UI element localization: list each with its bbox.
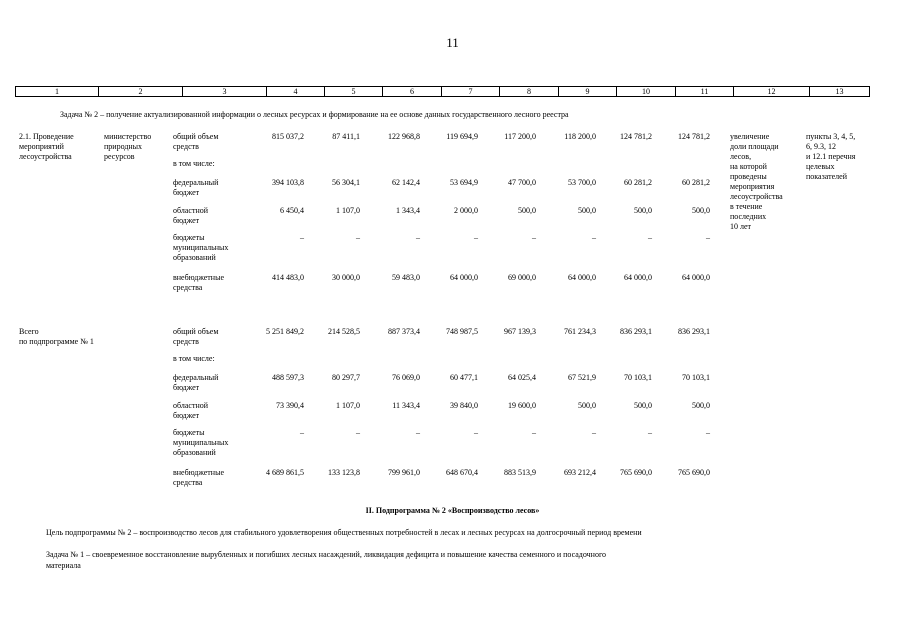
block2-cell: 761 234,3: [564, 327, 596, 336]
block1-cell: 2 000,0: [454, 206, 478, 215]
block1-cell: 64 000,0: [624, 273, 652, 282]
column-number-row: [15, 86, 870, 97]
block2-cell: –: [532, 428, 536, 437]
block1-cell: 414 483,0: [272, 273, 304, 282]
column-number-12: 12: [734, 87, 810, 97]
block2-cell: 500,0: [634, 401, 652, 410]
block2-row-label-line: бюджеты: [173, 428, 205, 437]
executor-name-line: природных: [104, 142, 143, 151]
block2-cell: 1 107,0: [336, 401, 360, 410]
total-title-line: по подпрограмме № 1: [19, 337, 94, 346]
subprogram-2-task1-line1: Задача № 1 – своевременное восстановление вырубленных и погибших лесных насаждений, ликвидация дефицита и повышение качества семенного и посадочного: [46, 550, 607, 559]
block2-cell: 73 390,4: [276, 401, 304, 410]
activity-name-line: мероприятий: [19, 142, 64, 151]
block1-cell: 118 200,0: [564, 132, 596, 141]
indicator-line: последних: [730, 212, 767, 221]
column-number-1: 1: [16, 87, 99, 97]
target-points-line: целевых: [806, 162, 835, 171]
block2-cell: 500,0: [692, 401, 710, 410]
indicator-line: лесоустройства: [730, 192, 783, 201]
block1-cell: –: [416, 233, 420, 242]
block2-cell: 133 123,8: [328, 468, 360, 477]
block2-cell: –: [356, 428, 360, 437]
block2-cell: 967 139,3: [504, 327, 536, 336]
indicator-line: 10 лет: [730, 222, 752, 231]
block2-cell: 765 690,0: [620, 468, 652, 477]
block2-row-label-line: федеральный: [173, 373, 219, 382]
block2-cell: 60 477,1: [450, 373, 478, 382]
block2-row-label-line: общий объем: [173, 327, 219, 336]
block1-cell: 6 450,4: [280, 206, 304, 215]
block2-row-label-line: образований: [173, 448, 216, 457]
block1-cell: 47 700,0: [508, 178, 536, 187]
column-number-13: 13: [810, 87, 870, 97]
target-points-line: пункты 3, 4, 5,: [806, 132, 856, 141]
block2-cell: 76 069,0: [392, 373, 420, 382]
indicator-line: доли площади: [730, 142, 779, 151]
block1-row-label-line: внебюджетные: [173, 273, 224, 282]
block1-cell: –: [648, 233, 652, 242]
block2-cell: 70 103,1: [624, 373, 652, 382]
block1-cell: 64 000,0: [682, 273, 710, 282]
block1-cell: 815 037,2: [272, 132, 304, 141]
total-title-line: Всего: [19, 327, 39, 336]
block2-cell: 67 521,9: [568, 373, 596, 382]
block1-cell: 500,0: [518, 206, 536, 215]
block1-row-label-line: областной: [173, 206, 209, 215]
block2-cell: 887 373,4: [388, 327, 420, 336]
block2-row-label-line: внебюджетные: [173, 468, 224, 477]
block2-row-label-line: областной: [173, 401, 209, 410]
block1-cell: 500,0: [634, 206, 652, 215]
column-number-3: 3: [183, 87, 267, 97]
block2-cell: 799 961,0: [388, 468, 420, 477]
column-number-4: 4: [267, 87, 325, 97]
block2-cell: –: [416, 428, 420, 437]
block1-cell: 119 694,9: [446, 132, 478, 141]
block1-cell: 500,0: [578, 206, 596, 215]
block2-row-label-line: бюджет: [173, 383, 200, 392]
target-points-line: 6, 9.3, 12: [806, 142, 836, 151]
block1-cell: 30 000,0: [332, 273, 360, 282]
block1-cell: 53 700,0: [568, 178, 596, 187]
block2-cell: 765 690,0: [678, 468, 710, 477]
task2-title: Задача № 2 – получение актуализированной информации о лесных ресурсах и формирование на ее основе данных государственного лесного реестра: [60, 110, 569, 119]
column-number-7: 7: [442, 87, 500, 97]
indicator-line: на которой: [730, 162, 767, 171]
block2-row-label-line: муниципальных: [173, 438, 229, 447]
block2-row-label-line: бюджет: [173, 411, 200, 420]
block2-cell: 648 670,4: [446, 468, 478, 477]
target-points-line: и 12.1 перечня: [806, 152, 856, 161]
block2-cell: –: [300, 428, 304, 437]
activity-name-line: лесоустройства: [19, 152, 72, 161]
column-number-8: 8: [500, 87, 559, 97]
subprogram-2-goal: Цель подпрограммы № 2 – воспроизводство лесов для стабильного удовлетворения общественных потребностей в лесах и лесных ресурсах на долгосрочный период времени: [46, 528, 642, 537]
block1-row-label-line: бюджеты: [173, 233, 205, 242]
block1-row-label-line: бюджет: [173, 216, 200, 225]
column-number-10: 10: [617, 87, 676, 97]
block2-cell: 748 987,5: [446, 327, 478, 336]
block2-cell: 836 293,1: [620, 327, 652, 336]
block1-cell: 59 483,0: [392, 273, 420, 282]
block2-cell: –: [474, 428, 478, 437]
block2-cell: 4 689 861,5: [266, 468, 304, 477]
page-number: 11: [446, 35, 459, 50]
block1-cell: –: [592, 233, 596, 242]
executor-name-line: ресурсов: [104, 152, 135, 161]
block2-cell: 19 600,0: [508, 401, 536, 410]
block1-cell: 64 000,0: [568, 273, 596, 282]
block2-row-label-line: средств: [173, 337, 199, 346]
block1-cell: 56 304,1: [332, 178, 360, 187]
column-number-5: 5: [325, 87, 383, 97]
block2-row-label-line: в том числе:: [173, 354, 215, 363]
block1-row-label-line: общий объем: [173, 132, 219, 141]
block1-cell: 60 281,2: [624, 178, 652, 187]
block1-cell: –: [356, 233, 360, 242]
block1-cell: 64 000,0: [450, 273, 478, 282]
block2-cell: 39 840,0: [450, 401, 478, 410]
subprogram-2-title: II. Подпрограмма № 2 «Воспроизводство лесов»: [365, 506, 540, 515]
block1-cell: 394 103,8: [272, 178, 304, 187]
block1-cell: 87 411,1: [332, 132, 360, 141]
block1-cell: 69 000,0: [508, 273, 536, 282]
block1-cell: 1 343,4: [396, 206, 420, 215]
indicator-line: мероприятия: [730, 182, 775, 191]
block2-cell: 488 597,3: [272, 373, 304, 382]
block2-cell: 64 025,4: [508, 373, 536, 382]
block1-row-label-line: средства: [173, 283, 203, 292]
block2-cell: 500,0: [578, 401, 596, 410]
executor-name-line: министерство: [104, 132, 152, 141]
column-number-9: 9: [559, 87, 617, 97]
block1-cell: –: [300, 233, 304, 242]
indicator-line: увеличение: [730, 132, 770, 141]
block1-cell: 500,0: [692, 206, 710, 215]
block1-row-label-line: в том числе:: [173, 159, 215, 168]
block1-row-label-line: муниципальных: [173, 243, 229, 252]
block2-cell: 70 103,1: [682, 373, 710, 382]
block2-cell: 214 528,5: [328, 327, 360, 336]
block1-row-label-line: средств: [173, 142, 199, 151]
indicator-line: в течение: [730, 202, 763, 211]
subprogram-2-task1-line2: материала: [46, 561, 81, 570]
block1-cell: –: [474, 233, 478, 242]
block2-cell: –: [592, 428, 596, 437]
block2-cell: 883 513,9: [504, 468, 536, 477]
block2-cell: 11 343,4: [392, 401, 420, 410]
block1-cell: 62 142,4: [392, 178, 420, 187]
block2-cell: 5 251 849,2: [266, 327, 304, 336]
column-number-2: 2: [99, 87, 183, 97]
block1-row-label-line: бюджет: [173, 188, 200, 197]
indicator-line: проведены: [730, 172, 767, 181]
block1-cell: –: [706, 233, 710, 242]
block2-cell: 80 297,7: [332, 373, 360, 382]
block1-cell: 124 781,2: [620, 132, 652, 141]
block2-cell: –: [706, 428, 710, 437]
block1-row-label-line: образований: [173, 253, 216, 262]
block2-row-label-line: средства: [173, 478, 203, 487]
block1-cell: 117 200,0: [504, 132, 536, 141]
block1-row-label-line: федеральный: [173, 178, 219, 187]
block1-cell: –: [532, 233, 536, 242]
target-points-line: показателей: [806, 172, 847, 181]
block1-cell: 60 281,2: [682, 178, 710, 187]
column-number-6: 6: [383, 87, 442, 97]
block1-cell: 122 968,8: [388, 132, 420, 141]
block1-cell: 1 107,0: [336, 206, 360, 215]
block1-cell: 124 781,2: [678, 132, 710, 141]
block2-cell: 693 212,4: [564, 468, 596, 477]
block2-cell: 836 293,1: [678, 327, 710, 336]
column-number-11: 11: [676, 87, 734, 97]
indicator-line: лесов,: [730, 152, 752, 161]
block1-cell: 53 694,9: [450, 178, 478, 187]
block2-cell: –: [648, 428, 652, 437]
activity-name-line: 2.1. Проведение: [19, 132, 74, 141]
